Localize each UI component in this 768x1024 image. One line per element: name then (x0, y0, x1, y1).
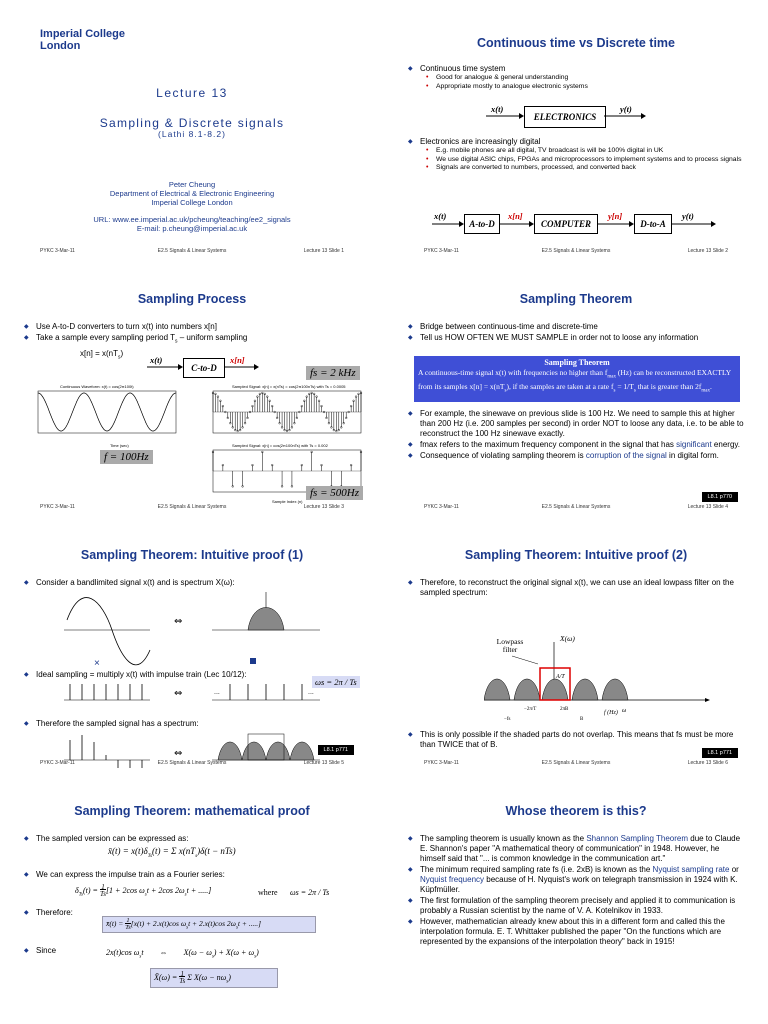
bullet: ◆ We can express the impulse train as a Fourier series: (22, 870, 362, 880)
equation-text: x[n] = x(nT (80, 349, 119, 358)
footer-date: PYKC 3-Mar-11 (424, 504, 459, 510)
svg-text:2πB: 2πB (560, 707, 569, 712)
fs-500hz-label: fs = 500Hz (306, 486, 363, 500)
bullet: ◆ Consider a bandlimited signal x(t) and is spectrum X(ω): (22, 578, 362, 588)
continuous-plot-title: Continuous Waveform: x(t) = cos(2π100t) (60, 384, 134, 389)
signal-arrows (145, 361, 265, 373)
bullet-list (406, 834, 746, 948)
output-label: y(t) (682, 211, 694, 221)
slide-footer (424, 504, 728, 512)
bullet-list (406, 409, 746, 462)
svg-text:...: ... (308, 689, 314, 696)
waveform-line (38, 393, 176, 431)
college-logo (40, 28, 125, 52)
sub-bullet: • Signals are converted to numbers, processed, and converted back (420, 164, 746, 173)
highlight-text: Nyquist sampling rate (652, 865, 730, 874)
bullet-list (406, 730, 746, 751)
lecture-subtitle: (Lathi 8.1-8.2) (158, 129, 226, 139)
spectrum-label: X(ω) (560, 634, 575, 643)
slide-title: Sampling Theorem: Intuitive proof (2) (464, 548, 688, 562)
bullet-list (22, 578, 362, 589)
svg-text:A/T: A/T (556, 674, 565, 680)
output-label: y(t) (620, 104, 632, 114)
bullet: ◆ Therefore the sampled signal has a spectrum: (22, 719, 362, 729)
bullet-text: The sampling theorem is usually known as the (420, 834, 587, 843)
svg-text:⇔: ⇔ (174, 616, 183, 627)
d-to-a-box: D-to-A (634, 214, 672, 234)
theorem-box (414, 356, 740, 402)
reference-tag: L8.1 p771 (702, 748, 738, 758)
slide-8 (384, 768, 768, 1024)
bullet-text: fmax refers to the maximum frequency component in the signal that has (420, 440, 677, 449)
lecture-number: Lecture 13 (156, 86, 228, 100)
svg-text:−fs: −fs (504, 717, 511, 722)
digital-output-label: y[n] (608, 211, 623, 221)
sample-equation (80, 349, 123, 361)
footer-course: E2.5 Signals & Linear Systems (541, 248, 611, 254)
theorem-text: (Hz) can be reconstructed EXACTLY from its samples x[n] = x(nT (418, 367, 731, 391)
svg-text:⇔: ⇔ (174, 688, 183, 699)
sampling-frequency-label: ωs = 2π / Ts (312, 676, 360, 688)
sub-bullet-list (420, 74, 746, 91)
footer-date: PYKC 3-Mar-11 (40, 760, 75, 766)
bullet-list (22, 719, 362, 730)
svg-text:B: B (580, 717, 584, 722)
slide-7 (0, 768, 384, 1024)
bullet-text: due to Claude E. Shannon's paper "A mathematical theory of communication" in 1948. However, he himself said that "... is common knowledge in the communication art." (420, 834, 741, 863)
bullet (22, 333, 362, 347)
continuous-waveform-plot (30, 389, 180, 439)
bullet-text: energy. (711, 440, 741, 449)
slide-4 (384, 256, 768, 512)
bullet: ◆ Therefore: (22, 908, 362, 918)
bullet: ◆ This is only possible if the shaded parts do not overlap. This means that fs must be more than TWICE that of B. (406, 730, 746, 750)
slide-footer (40, 760, 344, 768)
slide-3 (0, 256, 384, 512)
bullet-text: Continuous time system (420, 64, 506, 73)
sampled-plot-title: Sampled Signal: x[n] = x(nTs) = cos(2π100nTs) with Ts = 0.0005 (232, 384, 346, 389)
sampled-signal-equation: x̄(t) = $x(t)\delta_{Ts}(t) = \Sigma$ $x(nT_s)\delta(t - nTs)$ (108, 846, 236, 859)
footer-slide-number: Lecture 13 Slide 3 (303, 504, 344, 510)
subscript: s (613, 388, 616, 393)
highlight-text: significant (676, 440, 712, 449)
slide-title: Continuous time vs Discrete time (477, 36, 675, 50)
digital-input-label: x[n] (508, 211, 523, 221)
bullet: ◆ The first formulation of the sampling theorem precisely and applied it to communication is probably a Russian scientist by the name of V. A. Kotelnikov in 1933. (406, 896, 746, 916)
theorem-text: = 1/T (615, 381, 634, 391)
reference-tag: L8.1 p771 (318, 745, 354, 755)
computer-box: COMPUTER (534, 214, 598, 234)
bullet: ◆ Use A-to-D converters to turn x(t) into numbers x[n] (22, 322, 362, 332)
author-block (0, 180, 384, 233)
slide-6 (384, 512, 768, 768)
slide-footer (40, 248, 344, 256)
bullet: ◆ Therefore, to reconstruct the original signal x(t), we can use an ideal lowpass filter on the sampled spectrum: (406, 578, 746, 598)
bullet (406, 865, 746, 895)
sub-bullet: • We use digital ASIC chips, FPGAs and microprocessors to implement systems and to process signals (420, 156, 746, 165)
fourier-series-equation: $\delta_{Ts}(t) = 1$ Ts[1 + 2cos $\omega_st + 2\cos$ $2\omega_st$ + .....] (75, 883, 212, 898)
bullet-list (406, 64, 746, 92)
bullet-list (406, 578, 746, 599)
svg-text:ω: ω (622, 708, 627, 714)
footer-slide-number: Lecture 13 Slide 6 (687, 760, 728, 766)
subscript: s (504, 388, 507, 393)
theorem-text: that is greater than 2f (635, 381, 702, 391)
footer-date: PYKC 3-Mar-11 (424, 760, 459, 766)
bullet-text: – uniform sampling (177, 333, 248, 342)
theorem-text: . (710, 381, 712, 391)
bullet (406, 440, 746, 450)
subscript: s (633, 388, 636, 393)
theorem-box-text (418, 368, 736, 396)
subscript: max (701, 388, 711, 393)
bullet-text: The minimum required sampling rate fs (i.e. 2xB) is known as the (420, 865, 653, 874)
highlight-text: corruption of the signal (585, 451, 667, 460)
bullet-text: in digital form. (666, 451, 719, 460)
highlight-text: Shannon Sampling Theorem (586, 834, 689, 843)
highlight-text: Nyquist frequency (420, 875, 485, 884)
subscript: s (118, 354, 121, 361)
slide-footer (424, 248, 728, 256)
bullet-list (406, 322, 746, 344)
slide-title: Sampling Theorem: Intuitive proof (1) (80, 548, 304, 562)
author-college: Imperial College London (151, 198, 233, 207)
bullet-text: Consequence of violating sampling theorem is (420, 451, 586, 460)
bullet-list (22, 322, 362, 348)
bullet: ◆ Tell us HOW OFTEN WE MUST SAMPLE in order not to loose any information (406, 333, 746, 343)
fs-2khz-label: fs = 2 kHz (306, 366, 360, 380)
slide-title: Sampling Theorem (519, 292, 633, 306)
sampling-frequency-label: ωs = 2π / Ts (290, 888, 330, 897)
theorem-text: A continuous-time signal x(t) with frequencies no higher than f (418, 367, 608, 377)
input-label: x(t) (491, 104, 504, 114)
time-axis-label: Time (sec) (110, 443, 129, 448)
footer-date: PYKC 3-Mar-11 (40, 504, 75, 510)
bullet: ◆ For example, the sinewave on previous slide is 100 Hz. We need to sample this at higher than 200 Hz (i.e. 200 samples per second) in order NOT to loose any data, i.e. to be able to reconstruct the 100 Hz sinewave exactly. (406, 409, 746, 439)
bullet (406, 451, 746, 461)
sampled-spectrum-plot (484, 642, 714, 732)
footer-slide-number: Lecture 13 Slide 5 (303, 760, 344, 766)
svg-text:×: × (94, 658, 100, 669)
slide-5 (0, 512, 384, 768)
plot-frame (38, 391, 176, 433)
a-to-d-box: A-to-D (464, 214, 500, 234)
bullet: ◆ Since (22, 946, 362, 956)
input-label: x(t) (150, 355, 163, 365)
bullet: ◆ The sampled version can be expressed as: (22, 834, 362, 844)
footer-course: E2.5 Signals & Linear Systems (541, 504, 611, 510)
footer-course: E2.5 Signals & Linear Systems (157, 248, 227, 254)
lecture-title: Sampling & Discrete signals (99, 116, 285, 130)
f-100hz-label: f = 100Hz (100, 450, 153, 464)
bullet (406, 64, 746, 91)
equation-text: ) (120, 349, 124, 358)
output-label: x[n] (230, 355, 245, 365)
electronics-box: ELECTRONICS (524, 106, 606, 128)
bullet: ◆ Bridge between continuous-time and discrete-time (406, 322, 746, 332)
sampled-2khz-plot (205, 389, 365, 439)
subscript: s (175, 338, 178, 345)
bullet-text: Take a sample every sampling period T (36, 333, 176, 342)
bullet-list (22, 670, 302, 681)
slide-2 (384, 0, 768, 256)
sub-bullet-list (420, 147, 746, 173)
sampled-spectrum-equation: X̄(ω) = 1 Ts Σ $X(\omega - n\omega_s)$ (150, 968, 278, 988)
bullet-text: Electronics are increasingly digital (420, 137, 541, 146)
sub-bullet: • Good for analogue & general understanding (420, 74, 746, 83)
theorem-text: ), if the samples are taken at a rate f (506, 381, 614, 391)
bullet-text: because of H. Nyquist's work on telegraph transmission in 1924 with K. Küpfmüller. (420, 875, 738, 894)
where-label: where (258, 888, 278, 897)
modulation-equation: 2x(t)cos $\omega_st$ ⇔ $X(\omega - \omega_s) + X(\omega + \omega_s)$ (106, 948, 259, 960)
footer-course: E2.5 Signals & Linear Systems (541, 760, 611, 766)
slide-title: Whose theorem is this? (505, 804, 647, 818)
bullet: ◆ Ideal sampling = multiply x(t) with impulse train (Lec 10/12): (22, 670, 302, 680)
footer-course: E2.5 Signals & Linear Systems (157, 504, 227, 510)
reference-tag: L8.1 p770 (702, 492, 738, 502)
logo-line-1: Imperial College (40, 28, 125, 40)
bullet-list (406, 137, 746, 174)
slide-footer (40, 504, 344, 512)
svg-text:...: ... (214, 689, 220, 696)
bullet-list (22, 870, 362, 881)
footer-slide-number: Lecture 13 Slide 2 (687, 248, 728, 254)
sub-bullet: • Appropriate mostly to analogue electronic systems (420, 83, 746, 92)
slide-footer (424, 760, 728, 768)
lowpass-filter-label: Lowpass filter (496, 637, 524, 654)
course-url[interactable]: URL: www.ee.imperial.ac.uk/pcheung/teaching/ee2_signals (93, 215, 291, 224)
svg-text:⇔: ⇔ (174, 748, 183, 759)
author-name: Peter Cheung (168, 180, 216, 189)
bullet-list (22, 834, 362, 845)
bullet: ◆ However, mathematician already knew about this in a different form and called this the interpolation formula. E. T. Whittaker published the paper "On the functions which are represented by the expansions of the interpolation theory" back in 1915! (406, 917, 746, 947)
slide-title: Sampling Process (137, 292, 247, 306)
sample-index-label: Sample Index (n) (272, 499, 303, 504)
footer-date: PYKC 3-Mar-11 (40, 248, 75, 254)
c-to-d-box: C-to-D (183, 358, 225, 378)
logo-line-2: London (40, 40, 81, 52)
slide-1 (0, 0, 384, 256)
author-dept: Department of Electrical & Electronic Engineering (109, 189, 275, 198)
product-equation: x̄(t) = 1 Ts[x(t) + 2.x(t)cos $\omega_st + 2.x(t)\cos$ $2\omega_st$ + .....] (102, 916, 316, 933)
svg-text:f (Hz): f (Hz) (604, 710, 618, 716)
footer-slide-number: Lecture 13 Slide 4 (687, 504, 728, 510)
author-email[interactable]: E-mail: p.cheung@imperial.ac.uk (136, 224, 248, 233)
sampled-plot-title: Sampled Signal: x[n] = cos(2π100nTs) with Ts = 0.002 (232, 443, 328, 448)
footer-date: PYKC 3-Mar-11 (424, 248, 459, 254)
slide-title: Sampling Theorem: mathematical proof (74, 804, 310, 818)
bullet-text: or (729, 865, 739, 874)
signal-arrows (484, 110, 654, 122)
bullet (406, 834, 746, 864)
svg-text:−2π/T: −2π/T (524, 707, 537, 712)
footer-course: E2.5 Signals & Linear Systems (157, 760, 227, 766)
theorem-box-title: Sampling Theorem (544, 358, 610, 367)
subscript: max (607, 374, 616, 379)
input-label: x(t) (434, 211, 447, 221)
sub-bullet: • E.g. mobile phones are all digital, TV broadcast is will be 100% digital in UK (420, 147, 746, 156)
bullet (406, 137, 746, 173)
footer-slide-number: Lecture 13 Slide 1 (303, 248, 344, 254)
